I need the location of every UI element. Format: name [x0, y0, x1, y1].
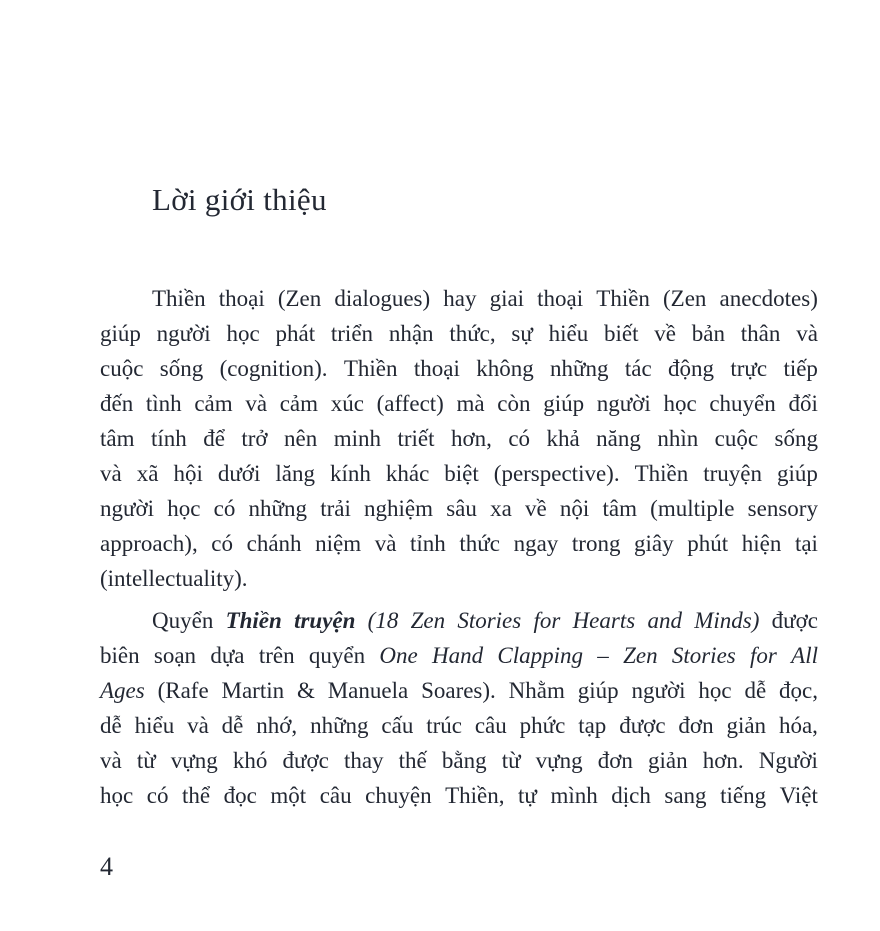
word: cuộc [714, 426, 759, 451]
word: Thiền, [445, 783, 505, 808]
word: hơn. [702, 748, 744, 773]
word: người [596, 391, 651, 416]
word: khác [385, 461, 430, 486]
text-line [100, 351, 818, 386]
word: dịch [611, 783, 651, 808]
word: chuyển [709, 391, 776, 416]
word: tự [518, 783, 537, 808]
word: minh [333, 426, 381, 451]
word: for [533, 608, 561, 633]
text-line [100, 743, 818, 778]
word: tiếp [783, 356, 818, 381]
word: người [100, 496, 155, 521]
word: dễ [221, 713, 244, 738]
word: giúp [543, 391, 585, 416]
word: tiếng [720, 783, 767, 808]
word: Quyển [152, 608, 214, 633]
word: và [100, 461, 122, 486]
word: còn [497, 391, 531, 416]
word: vựng [170, 748, 218, 773]
word: được [282, 748, 329, 773]
word: Người [758, 748, 818, 773]
word: approach), [100, 531, 198, 556]
word: dựa [210, 643, 245, 668]
word: tình [145, 391, 182, 416]
word: động [668, 356, 715, 381]
word: dưới [217, 461, 261, 486]
word: Manuela [327, 678, 409, 703]
word: về [524, 496, 547, 521]
text-line [100, 778, 818, 813]
text-line [100, 421, 818, 456]
word: khả [546, 426, 580, 451]
word: thế [398, 748, 427, 773]
word: giản [648, 748, 688, 773]
word: chuyện [365, 783, 432, 808]
word: học [100, 783, 134, 808]
word: học [226, 321, 260, 346]
word: phức [519, 713, 566, 738]
word: Thiền [225, 608, 282, 633]
word: nhận [388, 321, 434, 346]
word: soạn [153, 643, 197, 668]
word: từ [136, 748, 156, 773]
word: sang [664, 783, 707, 808]
paragraph [100, 281, 818, 596]
text-line [100, 491, 818, 526]
word: kính [329, 461, 371, 486]
word: những [310, 713, 369, 738]
word: biết [604, 321, 639, 346]
word: trở [241, 426, 268, 451]
text-line [100, 316, 818, 351]
word: thoại [537, 286, 584, 311]
word: tỉnh [410, 531, 446, 556]
word: và [374, 531, 397, 556]
word: Stories [457, 608, 522, 633]
word: Hearts [572, 608, 636, 633]
body-text [100, 281, 818, 813]
word: đọc [223, 783, 257, 808]
word: từ [501, 748, 521, 773]
word: hiểu [548, 321, 589, 346]
word: người [156, 321, 211, 346]
word: Thiền [634, 461, 689, 486]
word: dễ [100, 713, 122, 738]
word: Martin [221, 678, 285, 703]
word: truyện [294, 608, 356, 633]
word: thoại [218, 286, 265, 311]
word: Zen [623, 643, 658, 668]
word: hơn, [450, 426, 492, 451]
word: và [187, 713, 209, 738]
word: câu [474, 713, 507, 738]
word: học [698, 678, 732, 703]
word: triết [397, 426, 435, 451]
text-line [100, 603, 818, 638]
word: và [796, 321, 818, 346]
word: bản [691, 321, 726, 346]
word: quyển [308, 643, 366, 668]
word: mà [456, 391, 485, 416]
word: dialogues) [334, 286, 431, 311]
word: (perspective). [493, 461, 620, 486]
paragraph [100, 603, 818, 813]
word: Soares). [421, 678, 496, 703]
word: – [597, 643, 609, 668]
word: giúp [577, 678, 619, 703]
word: Hand [431, 643, 484, 668]
word: xã [136, 461, 159, 486]
word: tạp [578, 713, 607, 738]
word: giây [634, 531, 674, 556]
text-line [100, 281, 818, 316]
word: nội [559, 496, 590, 521]
word: biệt [444, 461, 479, 486]
word: nhớ, [256, 713, 298, 738]
word: (18 [367, 608, 399, 633]
word: thể [182, 783, 211, 808]
word: trên [258, 643, 295, 668]
word: biên [100, 643, 140, 668]
word: (Zen [277, 286, 322, 311]
word: ngay [513, 531, 559, 556]
word: tính [150, 426, 187, 451]
word: học [167, 496, 201, 521]
word: for [750, 643, 777, 668]
word: nhìn [657, 426, 699, 451]
word: thân [740, 321, 781, 346]
word: học [663, 391, 697, 416]
word: năng [596, 426, 641, 451]
word: người [631, 678, 686, 703]
word: trúc [426, 713, 462, 738]
word: niệm [315, 531, 362, 556]
word: cấu [381, 713, 414, 738]
word: nghiệm [364, 496, 434, 521]
word: hóa, [778, 713, 818, 738]
word: hay [443, 286, 477, 311]
word: Thiền [343, 356, 398, 381]
page-title: Lời giới thiệu [152, 182, 327, 217]
word: thức [459, 531, 500, 556]
word: chánh [246, 531, 302, 556]
text-segment: (intellectuality). [100, 566, 248, 591]
word: đơn [597, 748, 633, 773]
word: trải [320, 496, 351, 521]
word: tác [624, 356, 652, 381]
word: & [296, 678, 315, 703]
word: Việt [779, 783, 818, 808]
word: cảm [279, 391, 319, 416]
word: trong [571, 531, 621, 556]
text-line [100, 673, 818, 708]
word: xúc [330, 391, 364, 416]
word: Thiền [152, 286, 206, 311]
word: Nhằm [508, 678, 565, 703]
word: tâm [100, 426, 135, 451]
word: có [508, 426, 531, 451]
word: có [213, 496, 236, 521]
word: (affect) [376, 391, 444, 416]
word: được [619, 713, 666, 738]
word: và [100, 748, 122, 773]
word: Clapping [497, 643, 583, 668]
word: truyện [703, 461, 762, 486]
word: về [654, 321, 677, 346]
word: tại [794, 531, 818, 556]
page-number: 4 [100, 852, 113, 881]
word: thoại [413, 356, 460, 381]
word: cảm [194, 391, 233, 416]
word: giai [489, 286, 525, 311]
word: đến [100, 391, 134, 416]
word: khó [232, 748, 268, 773]
text-line [100, 526, 818, 561]
word: dễ [744, 678, 767, 703]
word: sống [159, 356, 204, 381]
word: mình [550, 783, 598, 808]
word: Thiền [596, 286, 650, 311]
word: phút [687, 531, 729, 556]
word: giản [726, 713, 767, 738]
word: và [245, 391, 268, 416]
word: (Zen [663, 286, 707, 311]
word: Minds) [694, 608, 760, 633]
word: (cognition). [219, 356, 328, 381]
word: tâm [602, 496, 637, 521]
word: xa [490, 496, 512, 521]
word: giúp [777, 461, 818, 486]
word: có [146, 783, 169, 808]
word: giúp [100, 321, 141, 346]
word: trực [730, 356, 768, 381]
word: có [211, 531, 234, 556]
word: được [771, 608, 818, 633]
word: để [203, 426, 225, 451]
word: triển [330, 321, 374, 346]
word: sensory [747, 496, 818, 521]
text-line [100, 456, 818, 491]
word: vựng [535, 748, 583, 773]
word: and [647, 608, 682, 633]
word: thức, [449, 321, 496, 346]
word: anecdotes) [719, 286, 818, 311]
word: thay [343, 748, 384, 773]
word: sâu [446, 496, 477, 521]
word: sự [511, 321, 533, 346]
word: đọc, [779, 678, 818, 703]
word: Zen [410, 608, 446, 633]
text-line [100, 386, 818, 421]
word: phát [275, 321, 316, 346]
word: hiện [741, 531, 782, 556]
word: One [379, 643, 418, 668]
word: (Rafe [157, 678, 209, 703]
word: Ages [100, 678, 145, 703]
word: All [791, 643, 818, 668]
word: lăng [275, 461, 315, 486]
word: bằng [441, 748, 487, 773]
word: (multiple [650, 496, 735, 521]
word: những [248, 496, 307, 521]
word: đơn [678, 713, 714, 738]
word: không [476, 356, 534, 381]
word: hội [173, 461, 203, 486]
word: đổi [788, 391, 818, 416]
word: những [550, 356, 609, 381]
word: nên [284, 426, 318, 451]
word: một [270, 783, 307, 808]
text-line [100, 561, 818, 596]
text-line [100, 708, 818, 743]
text-line [100, 638, 818, 673]
word: câu [319, 783, 352, 808]
word: hiểu [134, 713, 175, 738]
word: cuộc [100, 356, 144, 381]
word: sống [774, 426, 818, 451]
word: Stories [671, 643, 736, 668]
